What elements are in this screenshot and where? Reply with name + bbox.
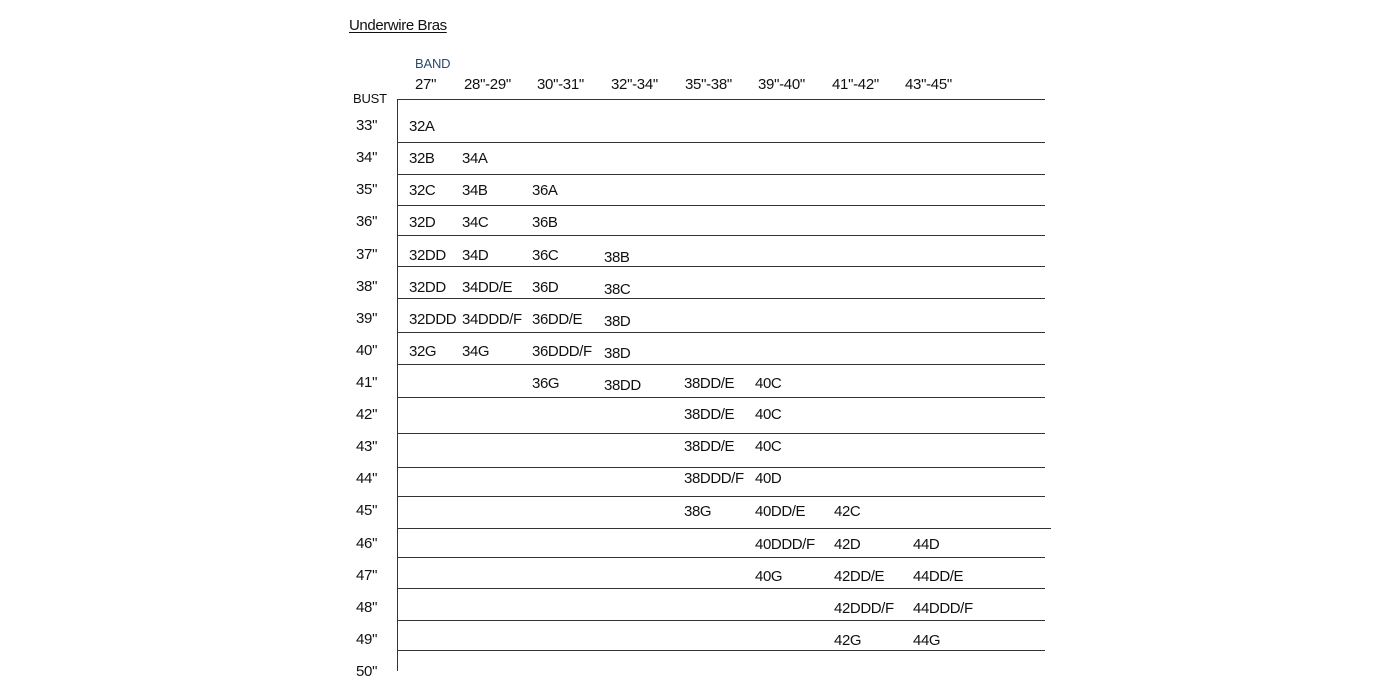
band-header: 32"-34" [611,76,658,93]
size-cell: 34G [462,343,490,360]
bust-size: 43" [356,438,378,455]
bust-size: 42" [356,406,378,423]
bust-size: 38" [356,278,378,295]
size-cell: 34B [462,182,488,199]
bust-size: 46" [356,535,378,552]
bust-size: 45" [356,502,378,519]
size-cell: 42C [834,503,861,520]
band-header: 28"-29" [464,76,511,93]
size-cell: 32A [409,118,435,135]
size-cell: 36DD/E [532,311,583,328]
row-divider [397,266,1045,267]
bust-size: 36" [356,213,378,230]
size-cell: 36D [532,279,559,296]
size-cell: 34DDD/F [462,311,522,328]
size-cell: 34A [462,150,488,167]
size-cell: 36G [532,375,560,392]
bust-size: 37" [356,246,378,263]
size-cell: 34C [462,214,489,231]
size-cell: 32DDD [409,311,457,328]
size-cell: 32DD [409,279,446,296]
bust-size: 39" [356,310,378,327]
row-divider [397,142,1045,143]
row-divider [397,364,1045,365]
size-cell: 36C [532,247,559,264]
bust-size: 50" [356,663,378,680]
bust-label: BUST [353,91,387,106]
size-cell: 36DDD/F [532,343,592,360]
size-cell: 38DD/E [684,406,735,423]
row-divider [397,528,1051,529]
size-cell: 38DD/E [684,438,735,455]
size-cell: 32G [409,343,437,360]
size-cell: 38C [604,281,631,298]
size-cell: 38G [684,503,712,520]
size-cell: 36B [532,214,558,231]
row-divider [397,205,1045,206]
row-divider [397,620,1045,621]
size-cell: 42D [834,536,861,553]
table-vertical-divider [397,99,398,671]
size-cell: 38B [604,249,630,266]
size-cell: 38DD [604,377,641,394]
bust-size: 49" [356,631,378,648]
row-divider [397,235,1045,236]
size-cell: 42G [834,632,862,649]
size-cell: 40C [755,375,782,392]
row-divider [397,433,1045,434]
row-divider [397,557,1045,558]
row-divider [397,467,1045,468]
band-header: 39"-40" [758,76,805,93]
chart-title: Underwire Bras [349,17,447,34]
band-header: 27" [415,76,437,93]
row-divider [397,650,1045,651]
size-cell: 40C [755,406,782,423]
bust-size: 47" [356,567,378,584]
bust-size: 34" [356,149,378,166]
band-header: 43"-45" [905,76,952,93]
bust-size: 44" [356,470,378,487]
row-divider [397,174,1045,175]
bust-size: 41" [356,374,378,391]
row-divider [397,298,1045,299]
size-cell: 40G [755,568,783,585]
size-cell: 32C [409,182,436,199]
row-divider [397,588,1045,589]
bust-size: 48" [356,599,378,616]
size-cell: 44G [913,632,941,649]
row-divider [397,397,1045,398]
size-cell: 44D [913,536,940,553]
size-cell: 40DD/E [755,503,806,520]
size-cell: 40D [755,470,782,487]
size-cell: 36A [532,182,558,199]
bust-size: 33" [356,117,378,134]
band-label: BAND [415,56,451,71]
band-header: 41"-42" [832,76,879,93]
size-cell: 34D [462,247,489,264]
size-cell: 38DD/E [684,375,735,392]
size-cell: 44DDD/F [913,600,973,617]
size-cell: 42DDD/F [834,600,894,617]
band-header: 30"-31" [537,76,584,93]
row-divider [397,99,1045,100]
size-cell: 40DDD/F [755,536,815,553]
size-cell: 32B [409,150,435,167]
band-header: 35"-38" [685,76,732,93]
size-cell: 38D [604,345,631,362]
bust-size: 35" [356,181,378,198]
size-cell: 42DD/E [834,568,885,585]
size-cell: 38DDD/F [684,470,744,487]
row-divider [397,496,1045,497]
row-divider [397,332,1045,333]
size-cell: 44DD/E [913,568,964,585]
bust-size: 40" [356,342,378,359]
size-cell: 32DD [409,247,446,264]
size-cell: 34DD/E [462,279,513,296]
size-cell: 40C [755,438,782,455]
size-cell: 32D [409,214,436,231]
size-cell: 38D [604,313,631,330]
